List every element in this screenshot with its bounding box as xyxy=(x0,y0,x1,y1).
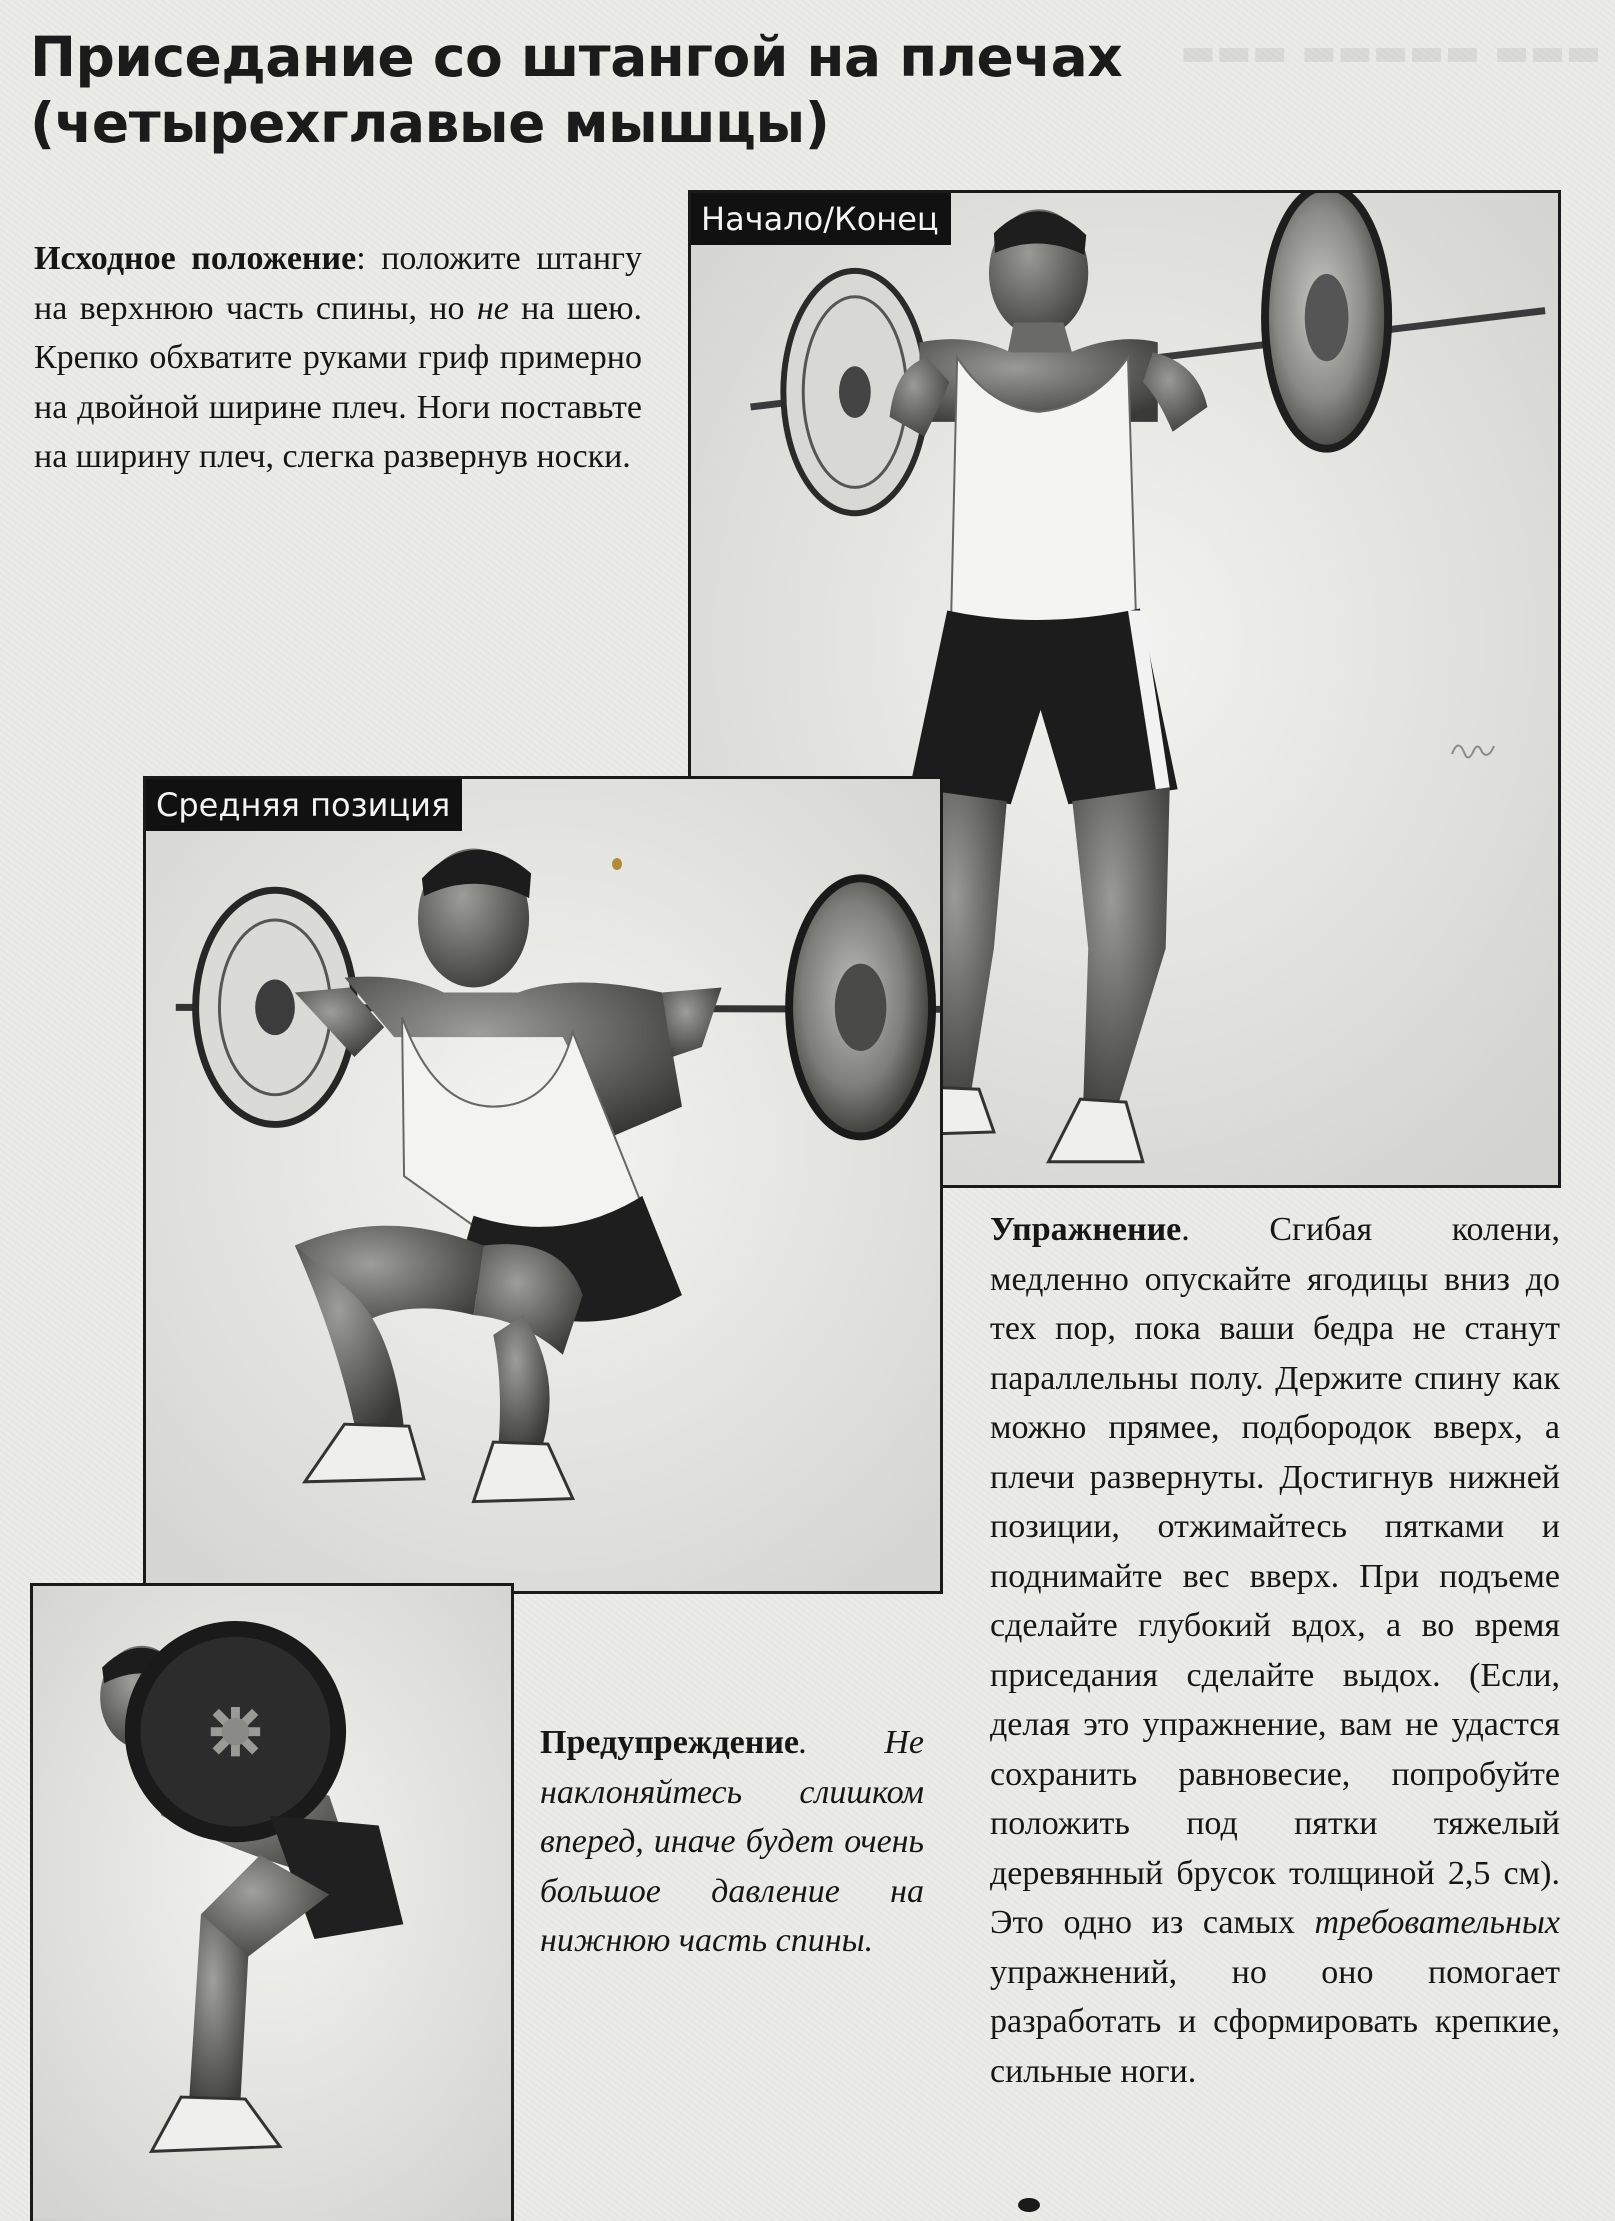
photo-label-middle: Средняя позиция xyxy=(146,779,462,831)
stain-mark xyxy=(612,858,622,870)
start-position-text-1: : положите штангу на верхнюю часть спины, но xyxy=(34,240,642,327)
title-line-1: Приседание со штангой на плечах xyxy=(30,25,1123,89)
side-squat-illustration xyxy=(33,1586,511,2221)
photo-label-start-end: Начало/Конец xyxy=(691,193,951,245)
start-position-emphasis: не xyxy=(476,289,509,327)
pencil-scribble xyxy=(1448,734,1498,768)
warning-heading: Предупреждение xyxy=(540,1724,800,1761)
exercise-text-1: . Сгибая колени, медленно опускайте ягодицы вниз до тех пор, пока ваши бедра не станут параллельны полу. Держите спину как можно прямее, подбородок вверх, а плечи развернуты. Достигнув нижней позиции, отжимайтесь пятками и поднимайте вес вверх. При подъеме сделайте глубокий вдох, а во время приседания сделайте выдох. (Если, делая это упражнение, вам не удастся сохранить равновесие, попробуйте положить под пятки тяжелый деревянный брусок толщиной 2,5 см). Это одно из самых xyxy=(990,1211,1560,1941)
exercise-heading: Упражнение xyxy=(990,1211,1182,1248)
bleed-through-text: ▬▬▬ ▬▬▬▬▬ ▬▬▬ xyxy=(1180,30,1602,74)
start-position-heading: Исходное положение xyxy=(34,240,357,277)
exercise-paragraph xyxy=(990,1205,1560,2096)
ink-blot xyxy=(1018,2198,1040,2212)
title-line-2: (четырехглавые мышцы) xyxy=(30,91,830,155)
photo-side-view xyxy=(30,1583,514,2221)
exercise-emphasis: требовательных xyxy=(1314,1904,1560,1941)
warning-text: . Не наклоняйтесь слишком вперед, иначе будет очень большое давление на нижнюю часть спины. xyxy=(540,1724,924,1959)
photo-middle-position xyxy=(143,776,943,1594)
exercise-text-2: упражнений, но оно помогает разработать и сформировать крепкие, сильные ноги. xyxy=(990,1953,1560,2090)
warning-paragraph xyxy=(540,1718,924,1966)
start-position-paragraph xyxy=(34,234,642,482)
page-title xyxy=(30,24,1180,156)
squatting-athlete-illustration xyxy=(146,779,940,1591)
start-position-text-2: на шею. Крепко обхватите руками гриф примерно на двойной ширине плеч. Ноги поставьте на ширину плеч, слегка развернув носки. xyxy=(34,289,642,475)
